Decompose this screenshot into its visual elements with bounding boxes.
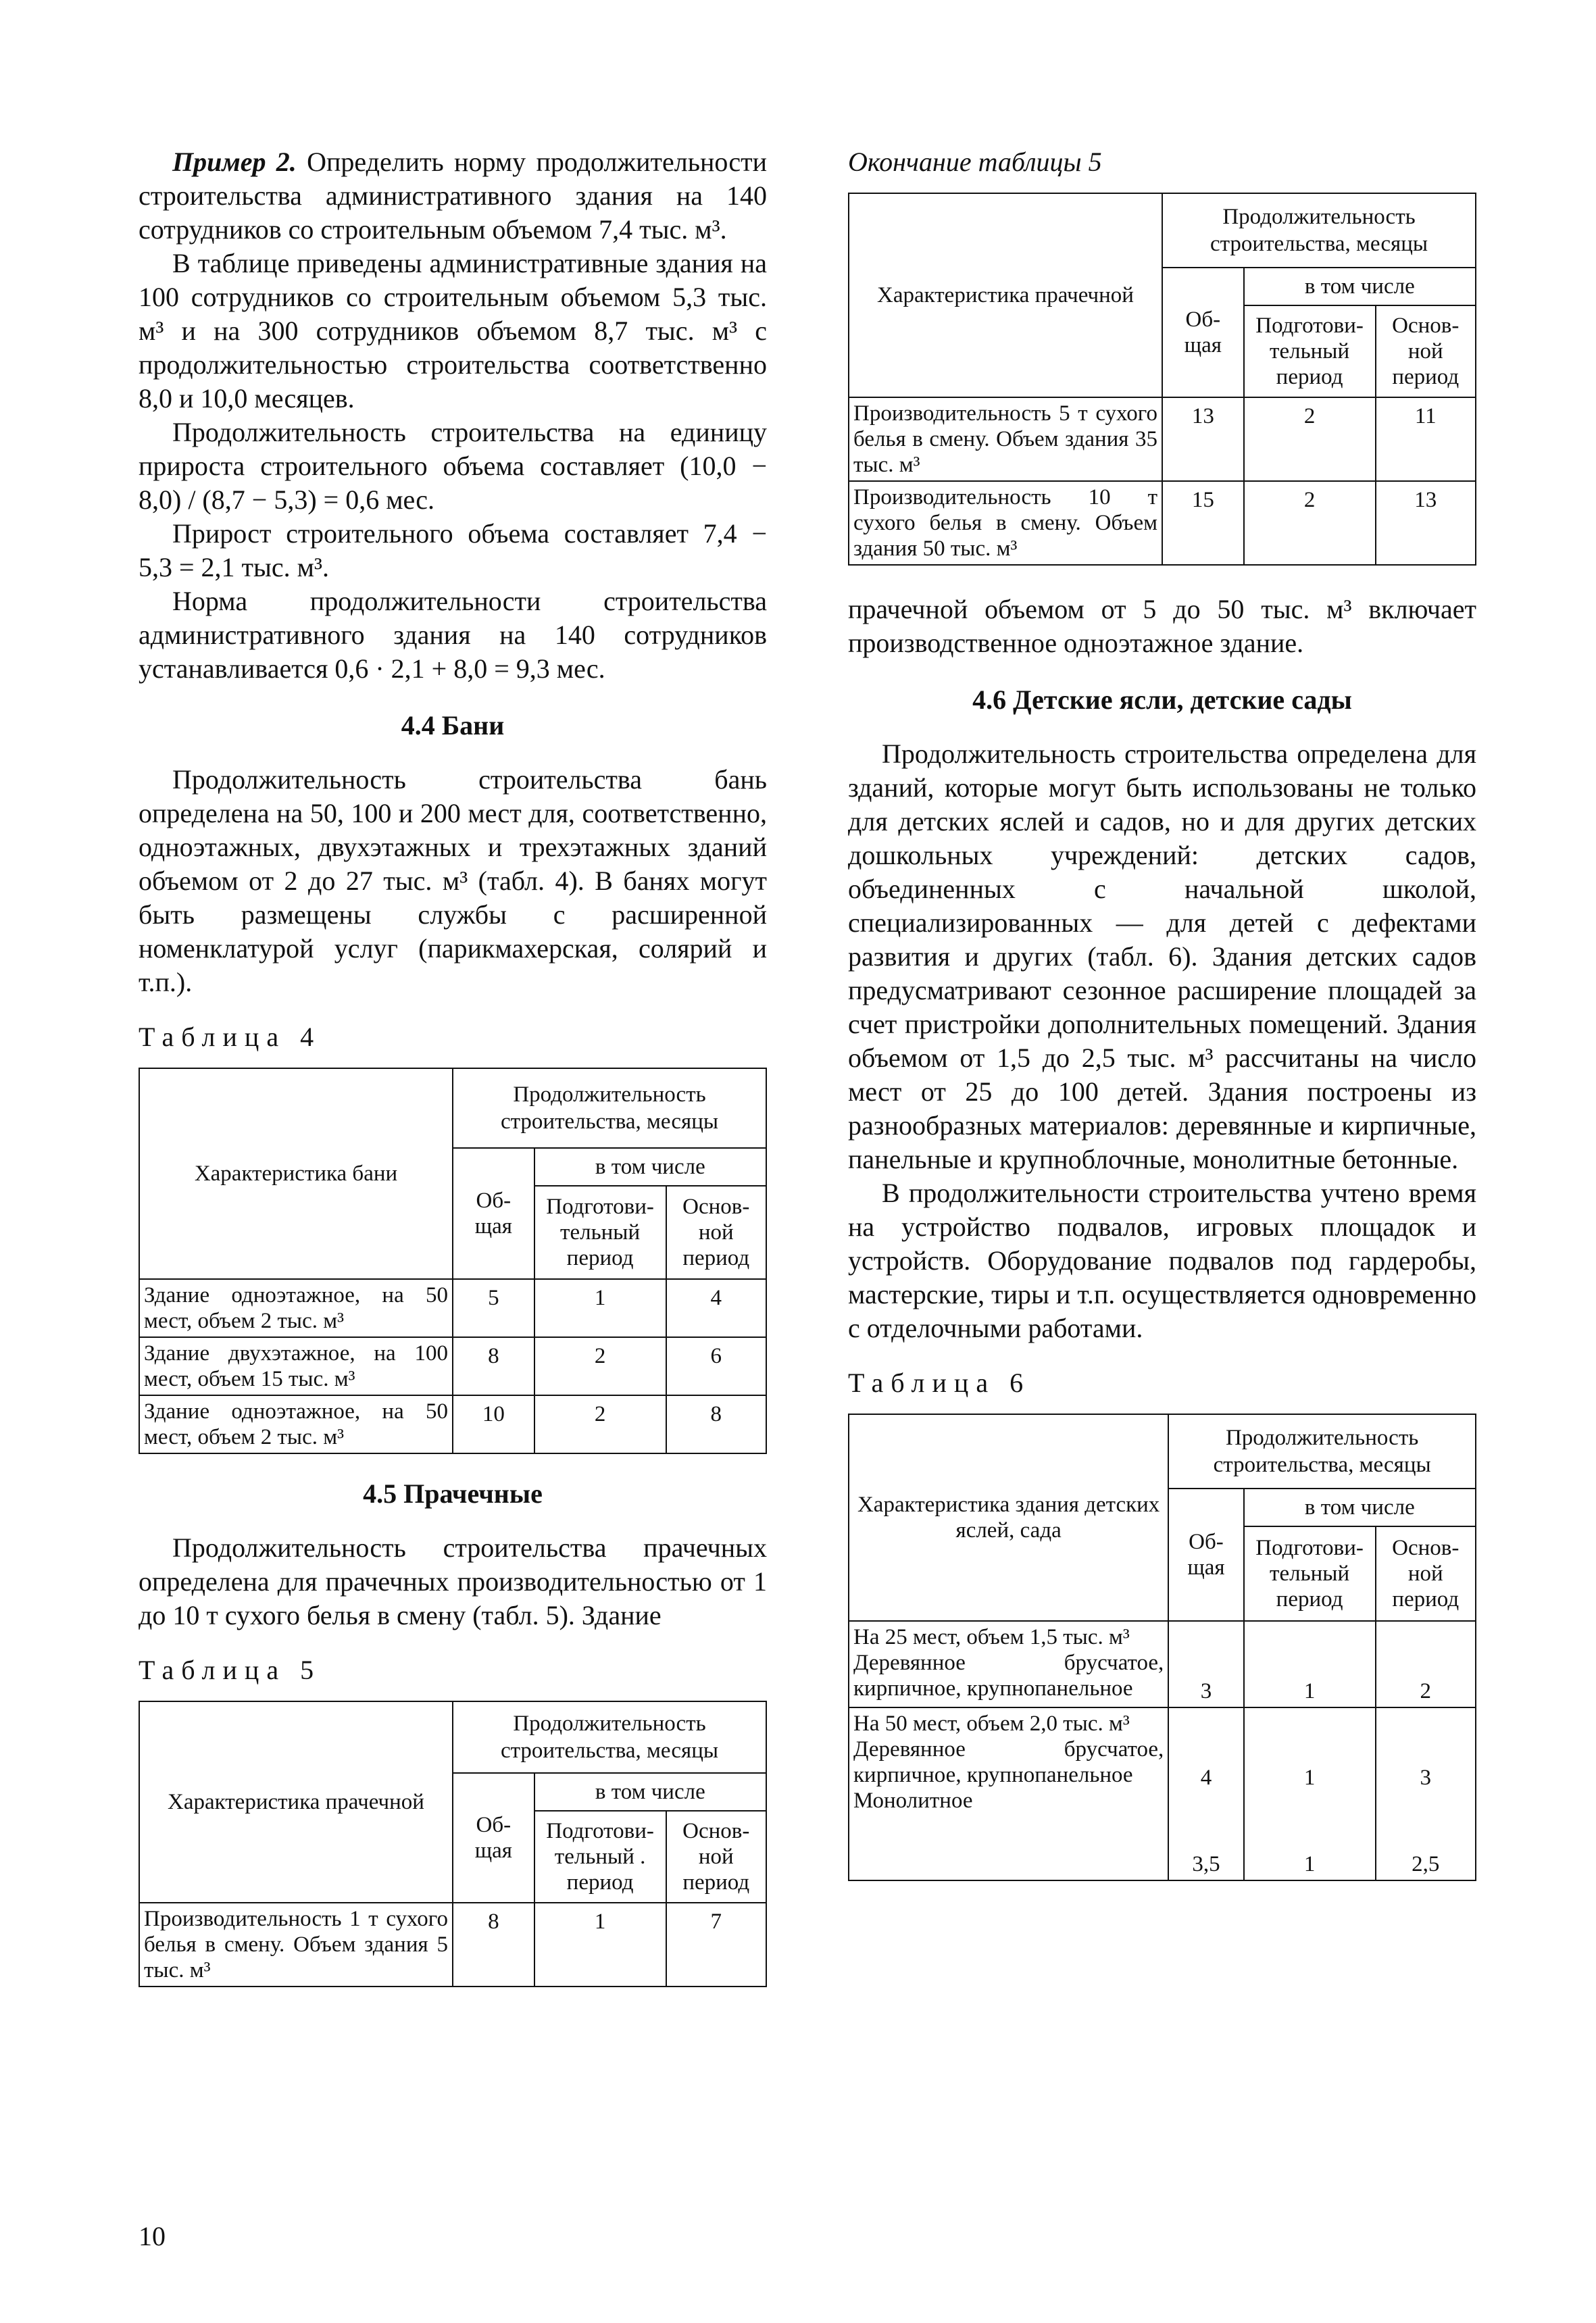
cell-total: 3: [1168, 1621, 1243, 1707]
example-paragraph: [139, 145, 767, 247]
cell-main-2: 2,5: [1412, 1852, 1440, 1876]
section-heading-4-5: 4.5 Прачечные: [363, 1478, 543, 1509]
table-row: [849, 1707, 1476, 1880]
cell-total: 4 3,5: [1168, 1707, 1243, 1880]
header-char: Характеристика прачечной: [849, 193, 1162, 397]
cell-main: 13: [1376, 481, 1476, 565]
cell-total: 13: [1162, 397, 1244, 481]
cell-desc: Деревянное брусчатое, кирпичное, крупнопанельное: [853, 1651, 1164, 1701]
header-main: Основ-ной период: [1376, 1526, 1476, 1621]
header-prep: Подготови-тельный период: [1244, 1526, 1376, 1621]
header-duration: Продолжительность строительства, месяцы: [453, 1701, 766, 1773]
cell-total: 10: [453, 1395, 534, 1453]
paragraph: прачечной объемом от 5 до 50 тыс. м³ включает производственное одноэтажное здание.: [848, 594, 1476, 658]
table-row: [139, 1279, 766, 1337]
cell-main: 3 2,5: [1376, 1707, 1476, 1880]
table-caption: Таблица 5: [139, 1655, 322, 1685]
table-row: [139, 1903, 766, 1987]
table-row: [139, 1395, 766, 1453]
header-duration: Продолжительность строительства, месяцы: [1168, 1414, 1476, 1489]
cell-prep: 1: [534, 1903, 666, 1987]
cell-prep: 1: [534, 1279, 666, 1337]
cell-main: 2: [1376, 1621, 1476, 1707]
header-main: Основ-ной период: [1376, 305, 1476, 397]
table-caption: Таблица 4: [139, 1022, 322, 1052]
header-prep: Подготови-тельный период: [534, 1186, 666, 1279]
table-row: [139, 1337, 766, 1395]
cell-total: 15: [1162, 481, 1244, 565]
paragraph: Норма продолжительности строительства административного здания на 140 сотрудников устанавливается 0,6 · 2,1 + 8,0 = 9,3 мес.: [139, 586, 767, 684]
header-char: Характеристика бани: [139, 1068, 453, 1279]
paragraph: Продолжительность строительства бань определена на 50, 100 и 200 мест для, соответственно, одноэтажных, двухэтажных и трехэтажных зданий объемом от 2 до 27 тыс. м³ (табл. 4). В банях могут быть размещены службы с расширенной номенклатурой услуг (парикмахерская, солярий и т.п.).: [139, 764, 767, 997]
cell-prep-2: 1: [1303, 1852, 1316, 1876]
cell-main: 7: [666, 1903, 766, 1987]
cell-desc: Деревянное брусчатое, кирпичное, крупнопанельное: [853, 1737, 1164, 1787]
section-heading-4-4: 4.4 Бани: [401, 710, 505, 741]
group-title: На 50 мест, объем 2,0 тыс. м³: [853, 1712, 1130, 1736]
cell-desc: Производительность 1 т сухого белья в смену. Объем здания 5 тыс. м³: [144, 1907, 449, 1982]
example-text: Определить норму продолжительности строительства административного здания на 140 сотрудников со строительным объемом 7,4 тыс. м³.: [139, 147, 768, 245]
header-total: Об-щая: [453, 1148, 534, 1279]
paragraph: В таблице приведены административные здания на 100 сотрудников со строительным объемом 5,3 тыс. м³ и на 300 сотрудников объемом 8,7 тыс. м³ с продолжительностью строительства соответственно 8,0 и 10,0 месяцев.: [139, 248, 767, 414]
cell-total: 5: [453, 1279, 534, 1337]
table-4: [139, 1068, 767, 1454]
group-title: На 25 мест, объем 1,5 тыс. м³: [853, 1625, 1130, 1649]
cell-prep: 2: [534, 1337, 666, 1395]
section-heading-4-6: 4.6 Детские ясли, детские сады: [972, 684, 1352, 715]
cell-desc: Здание одноэтажное, на 50 мест, объем 2 тыс. м³: [144, 1399, 449, 1449]
table-row: [849, 481, 1476, 565]
header-prep: Подготови-тельный период: [1244, 305, 1376, 397]
header-char: Характеристика прачечной: [139, 1701, 453, 1903]
cell-desc: Производительность 5 т сухого белья в смену. Объем здания 35 тыс. м³: [853, 401, 1158, 477]
page-number: 10: [139, 2221, 166, 2251]
table-5: [139, 1701, 767, 1987]
paragraph: Продолжительность строительства на единицу прироста строительного объема составляет (10,0 − 8,0) / (8,7 − 5,3) = 0,6 мес.: [139, 417, 767, 515]
table-row: [849, 1621, 1476, 1707]
paragraph: Прирост строительного объема составляет 7,4 − 5,3 = 2,1 тыс. м³.: [139, 518, 767, 582]
table-row: [849, 397, 1476, 481]
header-main: Основ-ной период: [666, 1811, 766, 1903]
left-column: [139, 145, 767, 1987]
cell-prep: 1 1: [1244, 1707, 1376, 1880]
right-column: [848, 145, 1476, 1881]
paragraph: Продолжительность строительства прачечных определена для прачечных производительностью от 1 до 10 т сухого белья в смену (табл. 5). Здание: [139, 1532, 767, 1630]
cell-main: 4: [666, 1279, 766, 1337]
cell-desc: Производительность 10 т сухого белья в смену. Объем здания 50 тыс. м³: [853, 485, 1158, 561]
cell-prep: 2: [1244, 397, 1376, 481]
table-caption: Таблица 6: [848, 1368, 1031, 1398]
cell-total: 8: [453, 1903, 534, 1987]
header-total: Об-щая: [1168, 1489, 1243, 1621]
cell-desc: Здание двухэтажное, на 100 мест, объем 15 тыс. м³: [144, 1341, 449, 1391]
paragraph: В продолжительности строительства учтено время на устройство подвалов, игровых площадок и устройств. Оборудование подвалов под гардеробы, мастерские, тиры и т.п. осуществляется одновременно с отделочными работами.: [848, 1178, 1476, 1343]
cell-main: 8: [666, 1395, 766, 1453]
header-duration: Продолжительность строительства, месяцы: [453, 1068, 766, 1148]
header-incl: в том числе: [534, 1773, 766, 1811]
cell-main: 6: [666, 1337, 766, 1395]
header-main: Основ-ной период: [666, 1186, 766, 1279]
cell-desc: Здание одноэтажное, на 50 мест, объем 2 тыс. м³: [144, 1283, 449, 1333]
header-prep: Подготови-тельный . период: [534, 1811, 666, 1903]
header-incl: в том числе: [1244, 1489, 1476, 1526]
cell-desc: Монолитное: [853, 1789, 973, 1813]
table-caption-continuation: Окончание таблицы 5: [848, 147, 1102, 177]
table-6: [848, 1414, 1476, 1881]
paragraph: Продолжительность строительства определена для зданий, которые могут быть использованы не только для детских яслей и садов, но и для других детских дошкольных учреждений: детских садов, объединенных с начальной школой, специализированных — для детей с дефектами развития и других (табл. 6). Здания детских садов предусматривают сезонное расширение площадей за счет пристройки дополнительных помещений. Здания объемом от 1,5 до 2,5 тыс. м³ рассчитаны на число мест от 25 до 100 детей. Здания построены из разнообразных материалов: деревянные и кирпичные, панельные и крупноблочные, монолитные бетонные.: [848, 739, 1476, 1174]
cell-prep: 2: [534, 1395, 666, 1453]
table-5-end: [848, 193, 1476, 566]
header-total: Об-щая: [453, 1773, 534, 1903]
cell-total: 8: [453, 1337, 534, 1395]
header-incl: в том числе: [1244, 268, 1476, 305]
header-incl: в том числе: [534, 1148, 766, 1186]
header-char: Характеристика здания детских яслей, сада: [849, 1414, 1168, 1621]
example-label: Пример 2.: [172, 147, 297, 177]
cell-prep: 1: [1244, 1621, 1376, 1707]
header-duration: Продолжительность строительства, месяцы: [1162, 193, 1476, 268]
cell-total-2: 3,5: [1192, 1852, 1220, 1876]
cell-prep: 2: [1244, 481, 1376, 565]
cell-main: 11: [1376, 397, 1476, 481]
header-total: Об-щая: [1162, 268, 1244, 397]
